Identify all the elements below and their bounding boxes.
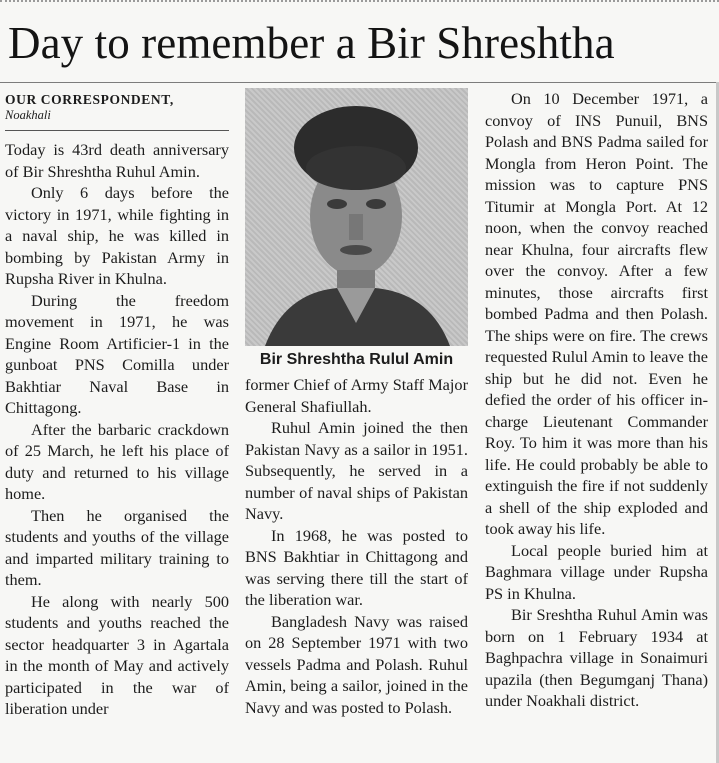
article-column-2 — [245, 88, 468, 760]
paragraph: Today is 43rd death anniversary of Bir Shreshtha Ruhul Amin. — [5, 140, 229, 181]
photo-caption: Bir Shreshtha Rulul Amin — [259, 351, 454, 368]
article-headline: Day to remember a Bir Shreshtha — [8, 18, 615, 68]
paragraph: Only 6 days before the victory in 1971, while fighting in a naval ship, he was killed in bombing by Pakistan Army in Rupsha River in Khulna. — [5, 183, 229, 288]
paragraph: Ruhul Amin joined the then Pakistan Navy as a sailor in 1951. Subsequently, he served in a number of naval ships of Pakistan Navy. — [245, 418, 468, 523]
byline-place: Noakhali — [5, 108, 51, 122]
paragraph: After the barbaric crackdown of 25 March, he left his place of duty and returned to his village home. — [5, 419, 229, 503]
paragraph: Bangladesh Navy was raised on 28 September 1971 with two vessels Padma and Polash. Ruhul Amin, being a sailor, joined in the Navy and was posted to Polash. — [245, 611, 468, 717]
headline-rule — [0, 82, 719, 83]
article-column-3 — [485, 88, 708, 760]
article-column-1 — [5, 86, 229, 762]
paragraph: Then he organised the students and youths of the village and imparted military training to them. — [5, 505, 229, 589]
paragraph: former Chief of Army Staff Major General Shafiullah. — [245, 375, 468, 416]
byline-name: OUR CORRESPONDENT, — [5, 92, 174, 107]
paragraph: He along with nearly 500 students and youths reached the sector headquarter 3 in Agartala in the month of May and actively participated in the war of liberation under — [5, 591, 229, 718]
portrait-illustration — [245, 88, 468, 346]
paragraph: During the freedom movement in 1971, he was Engine Room Artificier-1 in the gunboat PNS Comilla under Bakhtiar Naval Base in Chittagong. — [5, 290, 229, 417]
byline-rule — [5, 130, 229, 131]
paragraph: Local people buried him at Baghmara village under Rupsha PS in Khulna. — [485, 540, 708, 603]
portrait-photo — [245, 88, 468, 346]
paragraph: In 1968, he was posted to BNS Bakhtiar in Chittagong and was serving there till the start of the liberation war. — [245, 525, 468, 609]
paragraph: On 10 December 1971, a convoy of INS Punuil, BNS Polash and BNS Padma sailed for Mongla from Heron Point. The mission was to capture PNS Titumir at Mongla Port. At 12 noon, when the convoy reached near Khulna, four aircrafts flew over the convoy. After a few minutes, those aircrafts first bombed Padma and then Polash. The ships were on fire. The crews requested Rulul Amin to leave the ship but he did not. Even he defied the order of his officer in-charge Lieutenant Commander Roy. To him it was more than his life. He could probably be able to extinguish the fire if not suddenly a shell of the ship exploded and took away his life. — [485, 89, 708, 538]
top-dotted-border — [0, 0, 719, 6]
paragraph: Bir Sreshtha Ruhul Amin was born on 1 February 1934 at Baghpachra village in Sonaimuri upazila (then Begumganj Thana) under Noakhali district. — [485, 605, 708, 710]
